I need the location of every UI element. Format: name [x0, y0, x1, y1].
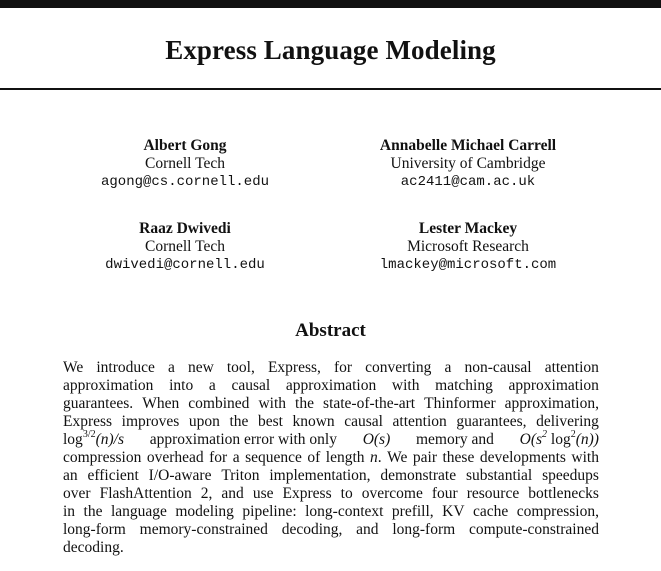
- author-email[interactable]: agong@cs.cornell.edu: [100, 174, 270, 190]
- abstract-word: a: [232, 449, 240, 466]
- math-line-text: memory and: [415, 431, 494, 448]
- abstract-line: [63, 485, 599, 503]
- abstract-word: approximation: [63, 377, 154, 394]
- abstract-word: a: [444, 359, 452, 376]
- math-big-o-term: O(s): [362, 431, 391, 448]
- abstract-word: upon: [188, 413, 220, 430]
- abstract-word: long-context: [305, 503, 384, 520]
- abstract-word: long-form: [392, 521, 456, 538]
- math-line-text: approximation error with only: [149, 431, 337, 448]
- abstract-word: modeling: [175, 503, 234, 520]
- abstract-word: to: [340, 485, 353, 502]
- abstract-word: with: [571, 449, 599, 466]
- abstract-word: a: [208, 377, 216, 394]
- abstract-word: attention: [544, 359, 599, 376]
- abstract-word: approximation,: [504, 395, 599, 412]
- abstract-word: cache: [473, 503, 509, 520]
- abstract-word: pipeline:: [242, 503, 297, 520]
- math-log-term: $\log^{3/2}(n)/s$: [63, 428, 125, 448]
- abstract-word: long-form: [63, 521, 126, 538]
- author-name: Annabelle Michael Carrell: [379, 137, 557, 154]
- abstract-word: Express,: [267, 359, 321, 376]
- abstract-word: Express: [63, 413, 113, 430]
- abstract-word: implementation,: [269, 467, 371, 484]
- abstract-word: known: [292, 413, 335, 430]
- abstract-body: [63, 359, 599, 557]
- abstract-word: developments: [479, 449, 566, 466]
- abstract-word: state-of-the-art: [323, 395, 416, 412]
- abstract-word: guarantees.: [63, 395, 134, 412]
- abstract-word: over: [63, 485, 91, 502]
- abstract-word: and: [221, 485, 244, 502]
- abstract-word: non-causal: [464, 359, 532, 376]
- abstract-line: [63, 359, 599, 377]
- abstract-word: delivering: [536, 413, 599, 430]
- abstract-line: [63, 467, 599, 485]
- abstract-line: [63, 521, 599, 539]
- abstract-word: guarantees,: [456, 413, 527, 430]
- abstract-word: a: [167, 359, 175, 376]
- author-name: Lester Mackey: [418, 220, 518, 237]
- title-bottom-rule: [0, 88, 661, 90]
- abstract-word: an: [63, 467, 78, 484]
- author-email[interactable]: ac2411@cam.ac.uk: [400, 174, 536, 190]
- abstract-line: [63, 503, 599, 521]
- abstract-line: [63, 449, 599, 467]
- abstract-word: prefill,: [391, 503, 434, 520]
- abstract-heading: Abstract: [295, 320, 366, 341]
- abstract-line: [63, 377, 599, 395]
- abstract-word: speedups: [542, 467, 599, 484]
- abstract-word: the: [295, 395, 314, 412]
- author-name: Raaz Dwivedi: [139, 220, 231, 237]
- abstract-word: decoding,: [281, 521, 343, 538]
- abstract-word: the: [229, 413, 249, 430]
- abstract-word: tool,: [226, 359, 255, 376]
- author-block: [318, 137, 618, 191]
- author-block: [318, 220, 618, 274]
- abstract-word: FlashAttention: [99, 485, 192, 502]
- abstract-word: compute-constrained: [468, 521, 599, 538]
- abstract-line: decoding.: [63, 539, 124, 556]
- abstract-word: language: [110, 503, 167, 520]
- abstract-word: bottlenecks: [528, 485, 599, 502]
- abstract-word: length: [325, 449, 365, 466]
- abstract-word: attention: [392, 413, 447, 430]
- abstract-word: for: [209, 449, 228, 466]
- author-block: [35, 137, 335, 191]
- author-affiliation: University of Cambridge: [390, 155, 546, 172]
- abstract-word: When: [142, 395, 180, 412]
- abstract-word: compression,: [516, 503, 599, 520]
- abstract-line: [63, 395, 599, 413]
- abstract-word: causal: [344, 413, 383, 430]
- abstract-word: improves: [121, 413, 180, 430]
- abstract-line: [63, 413, 599, 431]
- author-email[interactable]: dwivedi@cornell.edu: [105, 257, 265, 273]
- abstract-word: Thinformer: [424, 395, 496, 412]
- title-top-rule: [0, 0, 661, 8]
- abstract-word: for: [333, 359, 353, 376]
- abstract-word: efficient: [87, 467, 139, 484]
- abstract-word: 2,: [200, 485, 213, 502]
- abstract-word: of: [307, 449, 321, 466]
- author-email[interactable]: lmackey@microsoft.com: [379, 257, 557, 273]
- author-affiliation: Cornell Tech: [145, 238, 225, 255]
- author-block: [35, 220, 335, 274]
- abstract-word: I/O-aware: [148, 467, 212, 484]
- abstract-word: with: [391, 377, 420, 394]
- abstract-word: and: [356, 521, 379, 538]
- abstract-word: in: [63, 503, 76, 520]
- abstract-word: introduce: [96, 359, 155, 376]
- abstract-word: causal: [231, 377, 271, 394]
- author-name: Albert Gong: [143, 137, 227, 154]
- abstract-word: these: [442, 449, 475, 466]
- abstract-word: pair: [412, 449, 437, 466]
- abstract-word: resource: [466, 485, 520, 502]
- abstract-word: demonstrate: [380, 467, 457, 484]
- abstract-word: converting: [365, 359, 432, 376]
- abstract-word: combined: [188, 395, 250, 412]
- abstract-word: matching: [435, 377, 493, 394]
- abstract-word: substantial: [465, 467, 533, 484]
- abstract-word: with: [258, 395, 286, 412]
- abstract-word: sequence: [245, 449, 302, 466]
- abstract-word: approximation: [508, 377, 599, 394]
- abstract-word: approximation: [285, 377, 377, 394]
- abstract-word: compression: [63, 449, 142, 466]
- abstract-word: We: [387, 449, 408, 466]
- abstract-word: n.: [370, 449, 382, 466]
- abstract-math-line: [63, 428, 599, 449]
- abstract-word: four: [431, 485, 458, 502]
- abstract-word: use: [252, 485, 274, 502]
- abstract-word: overcome: [361, 485, 423, 502]
- paper-title: Express Language Modeling: [165, 35, 496, 65]
- author-affiliation: Cornell Tech: [145, 155, 225, 172]
- abstract-word: KV: [442, 503, 465, 520]
- math-big-o-term: $O(s^2$ $\log^2(n)$): [519, 428, 599, 448]
- abstract-word: into: [169, 377, 194, 394]
- abstract-word: best: [257, 413, 283, 430]
- abstract-word: Express: [282, 485, 332, 502]
- abstract-word: the: [83, 503, 103, 520]
- abstract-word: Triton: [221, 467, 260, 484]
- abstract-word: memory-constrained: [139, 521, 268, 538]
- abstract-word: new: [187, 359, 214, 376]
- abstract-word: We: [63, 359, 84, 376]
- abstract-word: overhead: [146, 449, 204, 466]
- author-affiliation: Microsoft Research: [407, 238, 529, 255]
